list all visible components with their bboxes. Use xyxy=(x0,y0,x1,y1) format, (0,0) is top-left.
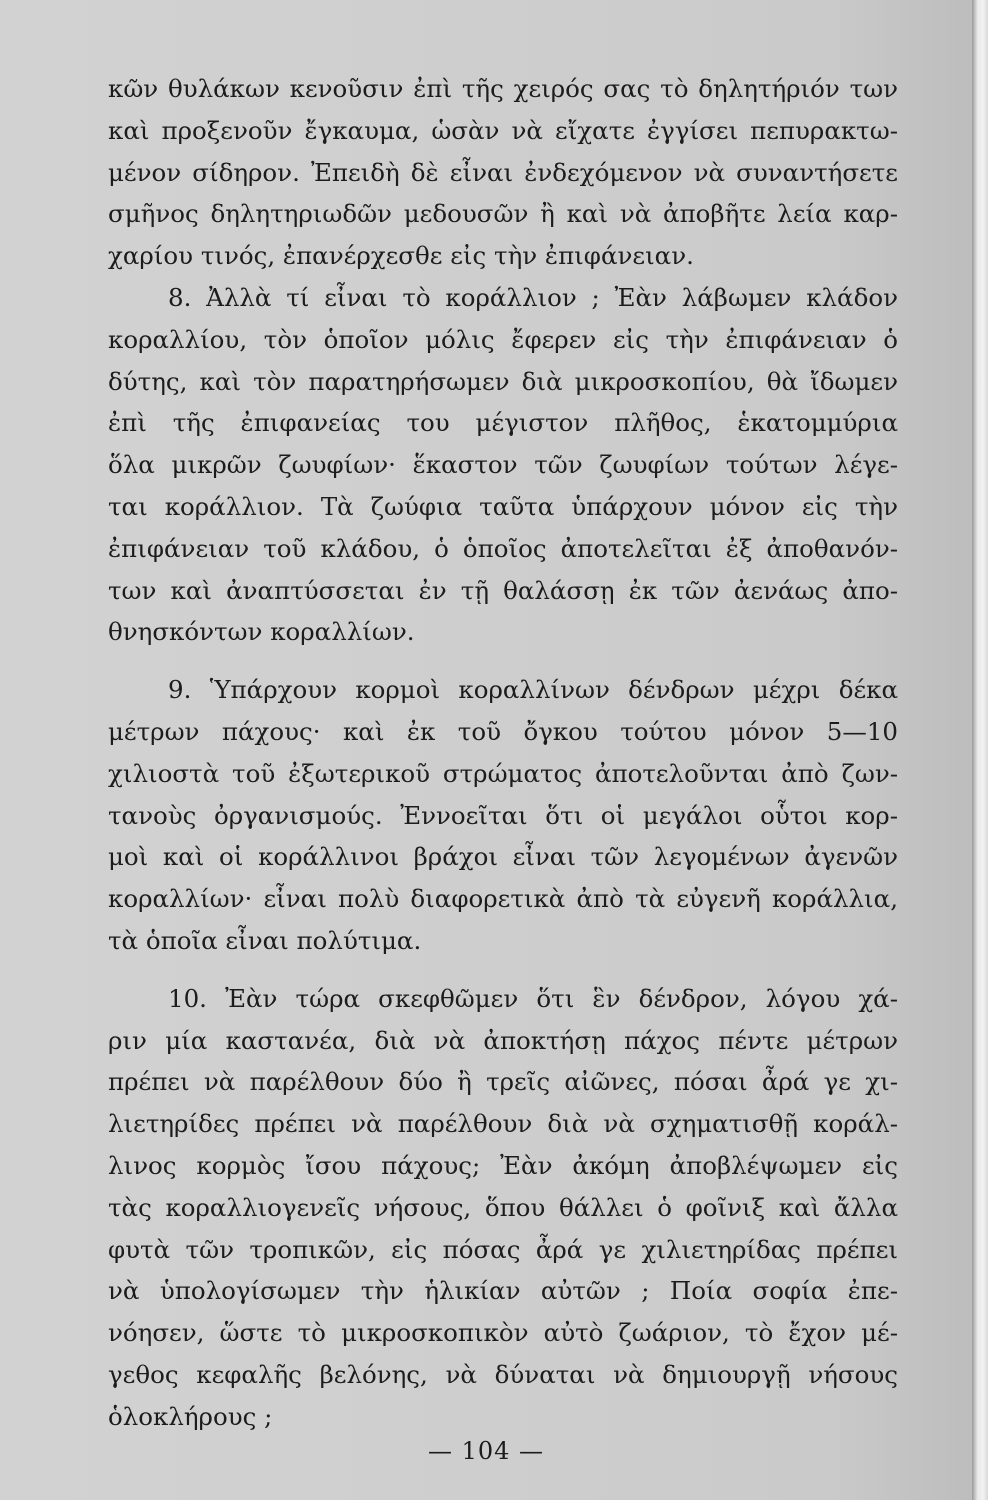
paragraph-8 xyxy=(108,277,898,653)
body-text xyxy=(108,68,898,1438)
paragraph-10 xyxy=(108,978,898,1438)
paragraph-continued xyxy=(108,68,898,277)
text-line: φυτὰ τῶν τροπικῶν, εἰς πόσας ἆρά γε χιλιετηρίδας πρέπει xyxy=(108,1234,898,1264)
text-line: των καὶ ἀναπτύσσεται ἐν τῇ θαλάσσῃ ἐκ τῶν ἀενάως ἀπο- xyxy=(108,575,898,605)
text-line: σμῆνος δηλητηριωδῶν μεδουσῶν ἢ καὶ νὰ ἀποβῆτε λεία καρ- xyxy=(108,199,898,229)
text-line: κοραλλίων· εἶναι πολὺ διαφορετικὰ ἀπὸ τὰ εὐγενῆ κοράλλια, xyxy=(108,884,898,914)
text-line: 10. Ἐὰν τώρα σκεφθῶμεν ὅτι ἓν δένδρον, λόγου χά- xyxy=(168,983,898,1013)
text-line: ται κοράλλιον. Τὰ ζωύφια ταῦτα ὑπάρχουν μόνον εἰς τὴν xyxy=(108,491,898,521)
text-line: ὁλοκλήρους ; xyxy=(108,1401,273,1431)
text-line: τὰς κοραλλιογενεῖς νήσους, ὅπου θάλλει ὁ φοῖνιξ καὶ ἄλλα xyxy=(108,1192,898,1222)
text-line: τὰ ὁποῖα εἶναι πολύτιμα. xyxy=(108,925,422,955)
text-line: λιετηρίδες πρέπει νὰ παρέλθουν διὰ νὰ σχηματισθῇ κοράλ- xyxy=(108,1109,898,1139)
text-line: ἐπιφάνειαν τοῦ κλάδου, ὁ ὁποῖος ἀποτελεῖται ἐξ ἀποθανόν- xyxy=(108,533,898,563)
text-line: καὶ προξενοῦν ἔγκαυμα, ὡσὰν νὰ εἴχατε ἐγγίσει πεπυρακτω- xyxy=(108,115,898,145)
text-line: 9. Ὑπάρχουν κορμοὶ κοραλλίνων δένδρων μέχρι δέκα xyxy=(168,675,898,705)
text-line: ὅλα μικρῶν ζωυφίων· ἕκαστον τῶν ζωυφίων τούτων λέγε- xyxy=(108,450,898,480)
text-line: χιλιοστὰ τοῦ ἐξωτερικοῦ στρώματος ἀποτελοῦνται ἀπὸ ζων- xyxy=(108,758,898,788)
text-line: πρέπει νὰ παρέλθουν δύο ἢ τρεῖς αἰῶνες, πόσαι ἆρά γε χι- xyxy=(108,1067,898,1097)
text-line: λινος κορμὸς ἴσου πάχους; Ἐὰν ἀκόμη ἀποβλέψωμεν εἰς xyxy=(108,1150,898,1180)
text-line: κῶν θυλάκων κενοῦσιν ἐπὶ τῆς χειρός σας τὸ δηλητήριόν των xyxy=(108,74,898,103)
text-line: κοραλλίου, τὸν ὁποῖον μόλις ἔφερεν εἰς τὴν ἐπιφάνειαν ὁ xyxy=(108,324,898,354)
text-line: τανοὺς ὀργανισμούς. Ἐννοεῖται ὅτι οἱ μεγάλοι οὗτοι κορ- xyxy=(108,800,898,830)
text-line: νὰ ὑπολογίσωμεν τὴν ἡλικίαν αὐτῶν ; Ποία σοφία ἐπε- xyxy=(108,1276,898,1306)
text-line: 8. Ἀλλὰ τί εἶναι τὸ κοράλλιον ; Ἐὰν λάβωμεν κλάδον xyxy=(168,282,898,312)
text-line: μένον σίδηρον. Ἐπειδὴ δὲ εἶναι ἐνδεχόμενον νὰ συναντήσετε xyxy=(108,157,898,187)
text-line: ἐπὶ τῆς ἐπιφανείας του μέγιστον πλῆθος, ἑκατομμύρια xyxy=(108,408,898,438)
paragraph-9 xyxy=(108,669,898,962)
text-line: μέτρων πάχους· καὶ ἐκ τοῦ ὄγκου τούτου μόνον 5—10 xyxy=(108,716,898,746)
text-line: γεθος κεφαλῆς βελόνης, νὰ δύναται νὰ δημιουργῇ νήσους xyxy=(108,1359,898,1389)
text-line: δύτης, καὶ τὸν παρατηρήσωμεν διὰ μικροσκοπίου, θὰ ἴδωμεν xyxy=(108,366,898,396)
page-number: — 104 — xyxy=(427,1437,545,1465)
text-line: νόησεν, ὥστε τὸ μικροσκοπικὸν αὐτὸ ζωάριον, τὸ ἔχον μέ- xyxy=(108,1318,898,1348)
text-line: θνησκόντων κοραλλίων. xyxy=(108,617,415,647)
text-line: μοὶ καὶ οἱ κοράλλινοι βράχοι εἶναι τῶν λεγομένων ἀγενῶν xyxy=(108,842,898,872)
text-line: χαρίου τινός, ἐπανέρχεσθε εἰς τὴν ἐπιφάνειαν. xyxy=(108,241,694,271)
page-edge xyxy=(972,0,988,1500)
text-line: ριν μία καστανέα, διὰ νὰ ἀποκτήσῃ πάχος πέντε μέτρων xyxy=(108,1025,898,1055)
